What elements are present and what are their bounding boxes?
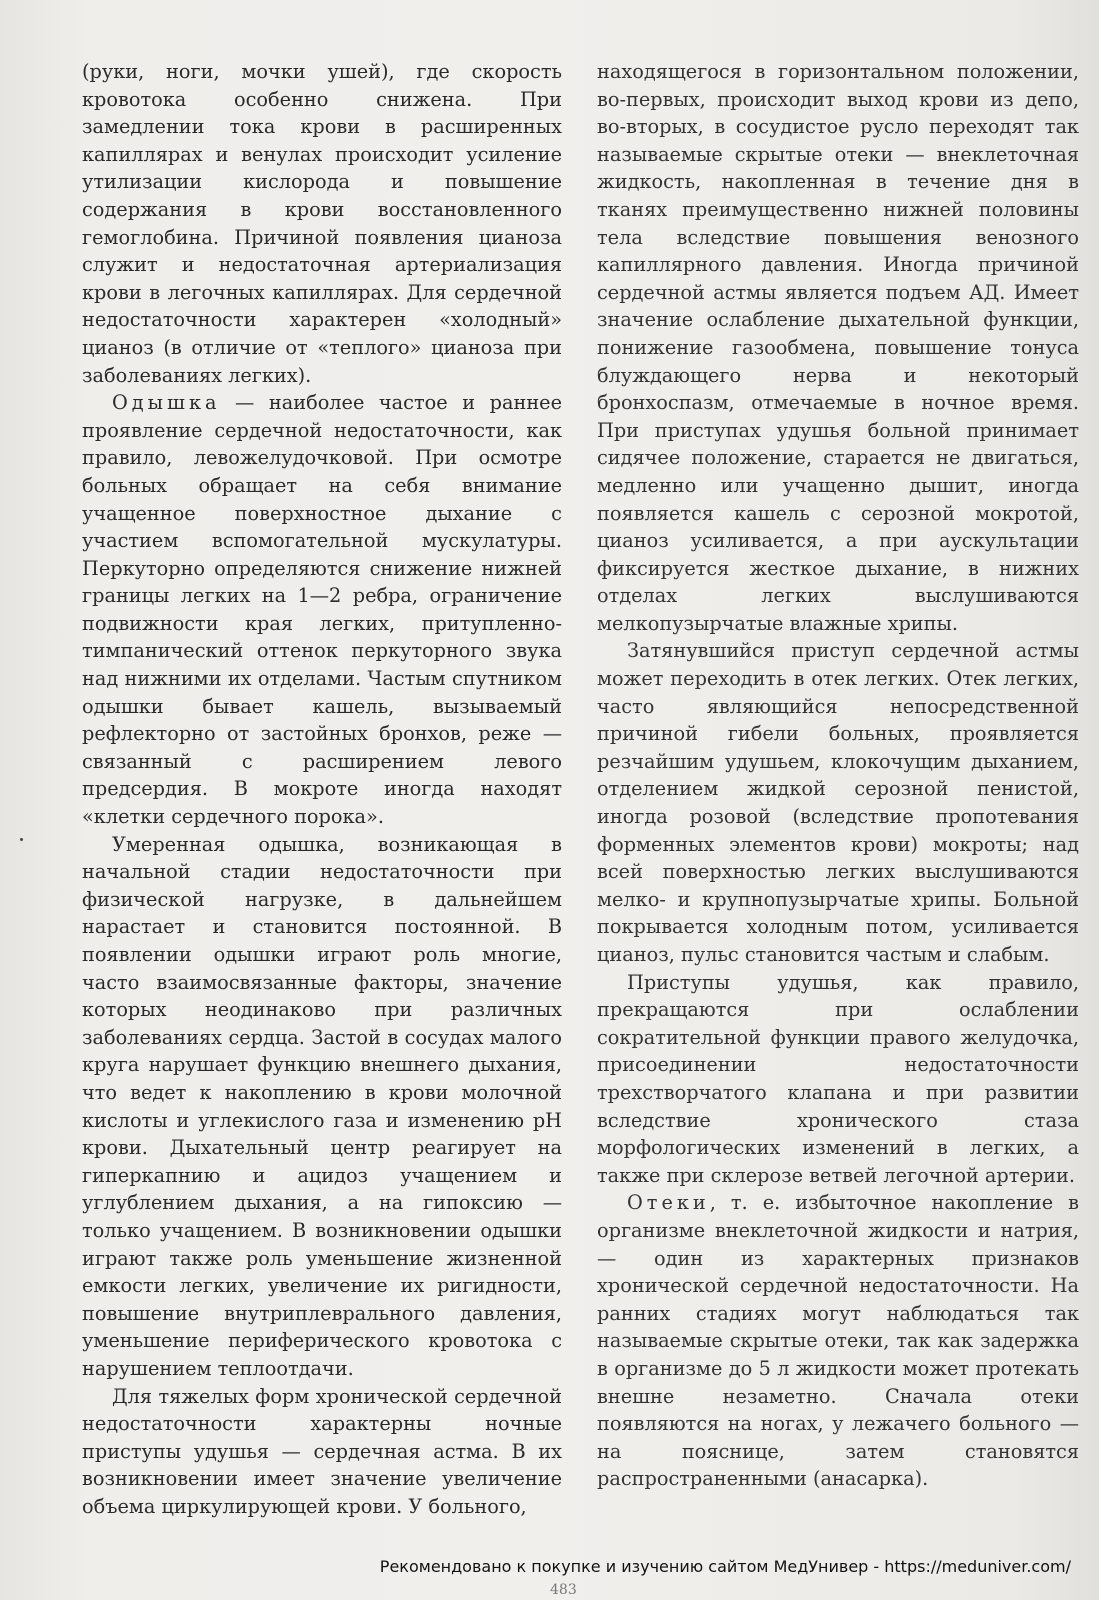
left-column: [82, 58, 562, 1520]
right-paragraph-2: Затянувшийся приступ сердечной астмы может переходить в отек легких. Отек легких, часто являющийся непосредственной причиной гибели больных, проявляется резчайшим удушьем, клокочущим дыханием, отделением жидкой серозной пенистой, иногда розовой (вследствие пропотевания форменных элементов крови) мокроты; над всей поверхностью легких выслушиваются мелко- и крупнопузырчатые хрипы. Больной покрывается холодным потом, усиливается цианоз, пульс становится частым и слабым.: [597, 639, 1079, 966]
scan-speck: [20, 838, 23, 841]
term-dyspnea: Одышка: [112, 391, 221, 415]
right-column: [597, 58, 1079, 1493]
left-paragraph-2: [82, 389, 562, 831]
left-paragraph-2-body: — наиболее частое и раннее проявление сердечной недостаточности, как правило, левожелудочковой. При осмотре больных обращает на себя внимание учащенное поверхностное дыхание с участием вспомогательной мускулатуры. Перкуторно определяются снижение нижней границы легких на 1—2 ребра, ограничение подвижности края легких, притупленно-тимпанический оттенок перкуторного звука над нижними их отделами. Частым спутником одышки бывает кашель, вызываемый рефлекторно от застойных бронхов, реже — связанный с расширением левого предсердия. В мокроте иногда находят «клетки сердечного порока».: [82, 391, 562, 829]
footer-watermark: Рекомендовано к покупке и изучению сайтом МедУнивер - https://meduniver.com/: [379, 1557, 1071, 1576]
left-paragraph-4: Для тяжелых форм хронической сердечной недостаточности характерны ночные приступы удушья — сердечная астма. В их возникновении имеет значение увеличение объема циркулирующей крови. У больного,: [82, 1384, 562, 1518]
right-paragraph-4: [597, 1189, 1079, 1493]
term-edema: Отеки: [627, 1191, 710, 1215]
page-number: 483: [550, 1582, 577, 1598]
left-paragraph-3: Умеренная одышка, возникающая в начальной стадии недостаточности при физической нагрузке, в дальнейшем нарастает и становится постоянной. В появлении одышки играют роль многие, часто взаимосвязанные факторы, значение которых неодинаково при различных заболеваниях сердца. Застой в сосудах малого круга нарушает функцию внешнего дыхания, что ведет к накоплению в крови молочной кислоты и углекислого газа и изменению pH крови. Дыхательный центр реагирует на гиперкапнию и ацидоз учащением и углублением дыхания, а на гипоксию — только учащением. В возникновении одышки играют также роль уменьшение жизненной емкости легких, увеличение их ригидности, повышение внутриплеврального давления, уменьшение периферического кровотока с нарушением теплоотдачи.: [82, 832, 562, 1380]
left-paragraph-1: (руки, ноги, мочки ушей), где скорость кровотока особенно снижена. При замедлении тока крови в расширенных капиллярах и венулах происходит усиление утилизации кислорода и повышение содержания в крови восстановленного гемоглобина. Причиной появления цианоза служит и недостаточная артериализация крови в легочных капиллярах. Для сердечной недостаточности характерен «холодный» цианоз (в отличие от «теплого» цианоза при заболеваниях легких).: [82, 60, 562, 387]
right-paragraph-4-body: , т. е. избыточное накопление в организме внеклеточной жидкости и натрия,— один из характерных признаков хронической сердечной недостаточности. На ранних стадиях могут наблюдаться так называемые скрытые отеки, так как задержка в организме до 5 л жидкости может протекать внешне незаметно. Сначала отеки появляются на ногах, у лежачего больного — на пояснице, затем становятся распространенными (анасарка).: [597, 1191, 1079, 1491]
right-paragraph-1: находящегося в горизонтальном положении, во-первых, происходит выход крови из депо, во-вторых, в сосудистое русло переходят так называемые скрытые отеки — внеклеточная жидкость, накопленная в течение дня в тканях преимущественно нижней половины тела вследствие повышения венозного капиллярного давления. Иногда причиной сердечной астмы является подъем АД. Имеет значение ослабление дыхательной функции, понижение газообмена, повышение тонуса блуждающего нерва и некоторый бронхоспазм, отмечаемые в ночное время. При приступах удушья больной принимает сидячее положение, старается не двигаться, медленно или учащенно дышит, иногда появляется кашель с серозной мокротой, цианоз усиливается, а при аускультации фиксируется жесткое дыхание, в нижних отделах легких выслушиваются мелкопузырчатые влажные хрипы.: [597, 60, 1079, 635]
right-paragraph-3: Приступы удушья, как правило, прекращаются при ослаблении сократительной функции правого желудочка, присоединении недостаточности трехстворчатого клапана и при развитии вследствие хронического стаза морфологических изменений в легких, а также при склерозе ветвей легочной артерии.: [597, 970, 1079, 1187]
